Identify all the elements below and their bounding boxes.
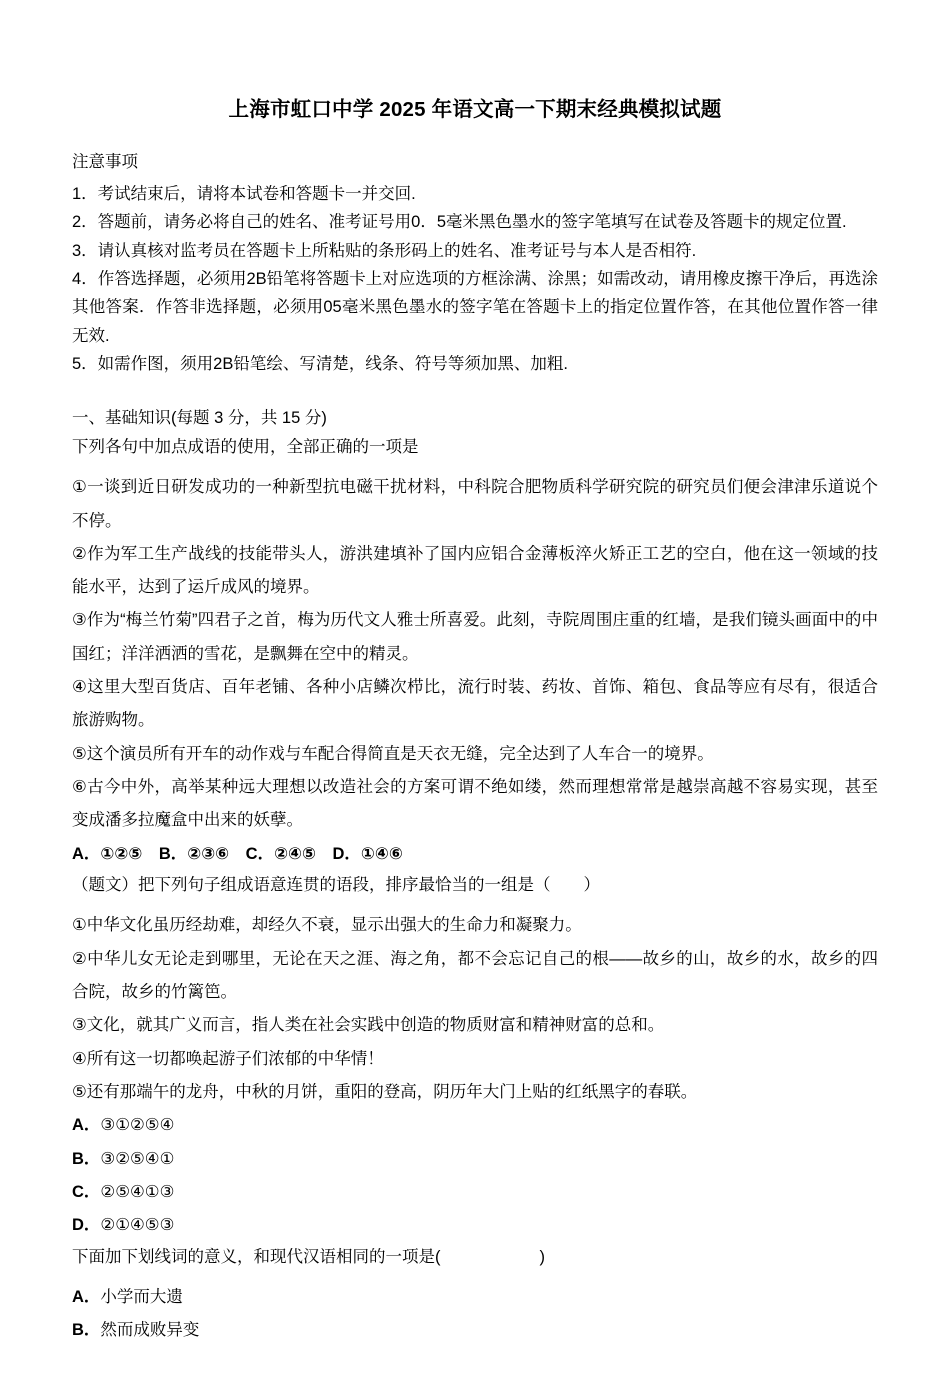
notice-list: [72, 180, 878, 379]
option-label: B．: [72, 1321, 101, 1340]
question-2-item: ⑤还有那端午的龙舟，中秋的月饼，重阳的登高，阴历年大门上贴的红纸黑字的春联。: [72, 1083, 698, 1102]
option-text: ③①②⑤④: [100, 1116, 175, 1135]
question-2-item: ③文化，就其广义而言，指人类在社会实践中创造的物质财富和精神财富的总和。: [72, 1016, 665, 1035]
option-text: ③②⑤④①: [100, 1149, 175, 1168]
option-label: A．: [72, 1116, 101, 1135]
question-2-item: ④所有这一切都唤起游子们浓郁的中华情！: [72, 1049, 384, 1068]
option-label: A．: [72, 1288, 101, 1307]
question-2-option-b[interactable]: [72, 1143, 878, 1176]
page-title: 上海市虹口中学 2025 年语文高一下期末经典模拟试题: [228, 98, 722, 121]
question-3-option-b[interactable]: [72, 1314, 878, 1347]
question-2-option-d[interactable]: [72, 1209, 878, 1242]
question-2-item: ②中华儿女无论走到哪里，无论在天之涯、海之角，都不会忘记自己的根——故乡的山，故乡的水，故乡的四合院，故乡的竹篱笆。: [72, 949, 878, 1002]
notice-item: 4．作答选择题，必须用2B铅笔将答题卡上对应选项的方框涂满、涂黑；如需改动，请用橡皮擦干净后，再选涂其他答案．作答非选择题，必须用05毫米黑色墨水的签字笔在答题卡上的指定位置作答，在其他位置作答一律无效.: [72, 269, 878, 345]
notice-item: 3．请认真核对监考员在答题卡上所粘贴的条形码上的姓名、准考证号与本人是否相符.: [72, 241, 697, 260]
option-text: ②①④⑤③: [100, 1216, 175, 1235]
question-1-options[interactable]: A．①②⑤ B．②③⑥ C．②④⑤ D．①④⑥: [72, 844, 403, 863]
question-1-item: ④这里大型百货店、百年老铺、各种小店鳞次栉比，流行时装、药妆、首饰、箱包、食品等应有尽有，很适合旅游购物。: [72, 678, 878, 730]
option-label: B．: [72, 1149, 101, 1168]
option-label: D．: [72, 1216, 101, 1235]
question-1-item: ③作为“梅兰竹菊”四君子之首，梅为历代文人雅士所喜爱。此刻，寺院周围庄重的红墙，是我们镜头画面中的中国红；洋洋洒洒的雪花，是飘舞在空中的精灵。: [72, 611, 878, 663]
notice-heading: 注意事项: [72, 152, 138, 171]
question-1-item: ②作为军工生产战线的技能带头人，游洪建填补了国内应铝合金薄板淬火矫正工艺的空白，他在这一领域的技能水平，达到了运斤成风的境界。: [72, 544, 878, 597]
question-2-option-a[interactable]: [72, 1109, 878, 1142]
question-1-item: ①一谈到近日研发成功的一种新型抗电磁干扰材料，中科院合肥物质科学研究院的研究员们便会津津乐道说个不停。: [72, 478, 878, 530]
notice-item: 2．答题前，请务必将自己的姓名、准考证号用0．5毫米黑色墨水的签字笔填写在试卷及答题卡的规定位置.: [72, 213, 847, 232]
question-1-item: ⑤这个演员所有开车的动作戏与车配合得简直是天衣无缝，完全达到了人车合一的境界。: [72, 744, 714, 763]
question-3-lead: 下面加下划线词的意义，和现代汉语相同的一项是( ): [72, 1247, 545, 1266]
question-3-option-a[interactable]: [72, 1281, 878, 1314]
option-text: ②⑤④①③: [100, 1183, 175, 1202]
section-heading-basics: 一、基础知识(每题 3 分，共 15 分): [72, 409, 327, 428]
option-label: C．: [72, 1183, 101, 1202]
notice-item: 5．如需作图，须用2B铅笔绘、写清楚，线条、符号等须加黑、加粗.: [72, 355, 568, 374]
option-text: 然而成败异变: [100, 1321, 200, 1340]
option-text: 小学而大遗: [100, 1288, 183, 1307]
question-2-lead: （题文）把下列句子组成语意连贯的语段，排序最恰当的一组是（ ）: [72, 876, 600, 895]
question-1-item: ⑥古今中外，高举某种远大理想以改造社会的方案可谓不绝如缕，然而理想常常是越崇高越不容易实现，甚至变成潘多拉魔盒中出来的妖孽。: [72, 778, 878, 830]
question-2-item: ①中华文化虽历经劫难，却经久不衰，显示出强大的生命力和凝聚力。: [72, 916, 582, 935]
question-1-lead: 下列各句中加点成语的使用，全部正确的一项是: [72, 437, 419, 456]
notice-item: 1．考试结束后，请将本试卷和答题卡一并交回.: [72, 184, 416, 203]
question-2-option-c[interactable]: [72, 1176, 878, 1209]
